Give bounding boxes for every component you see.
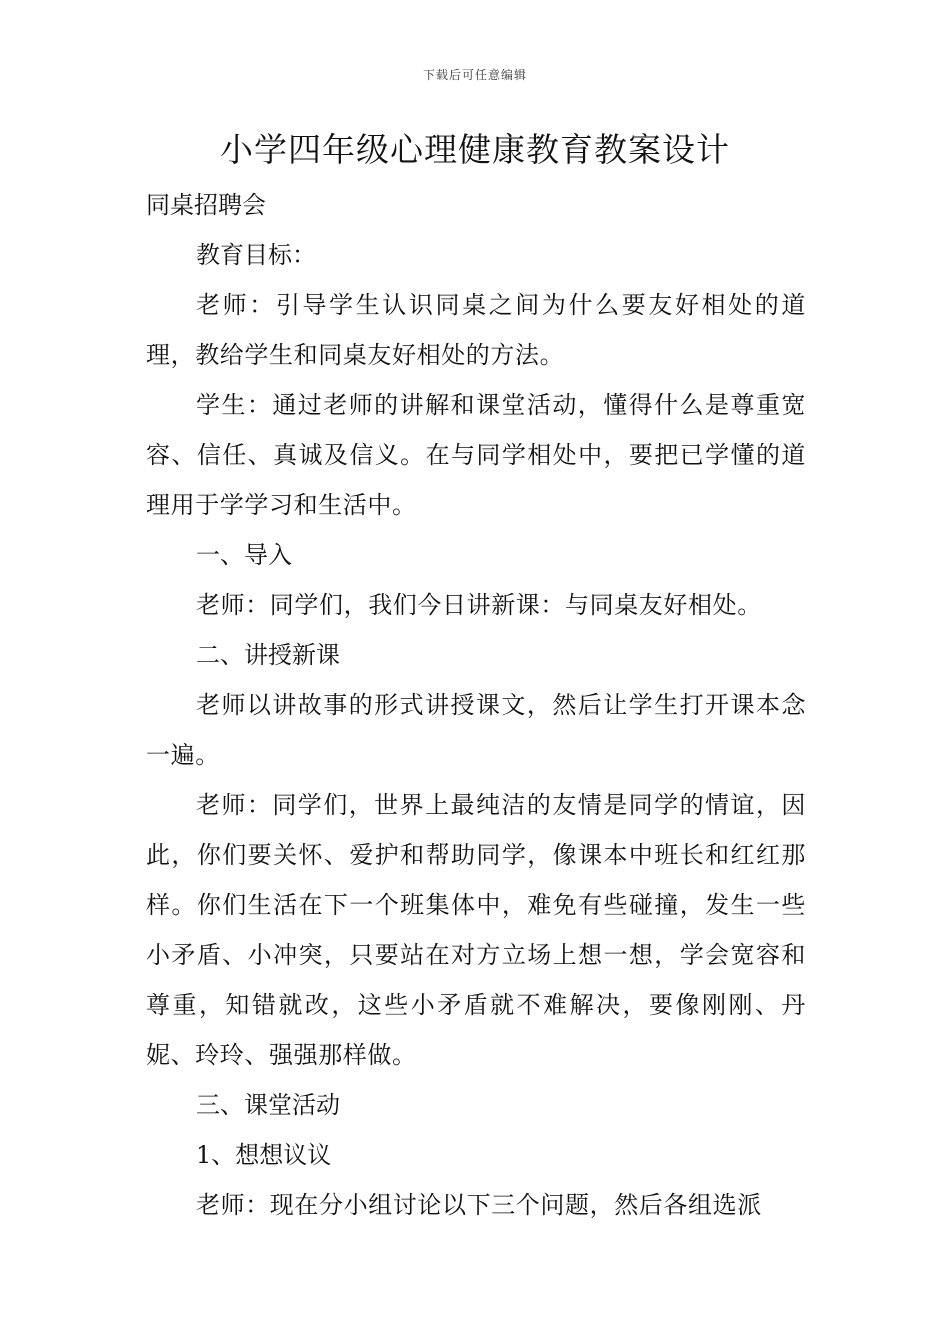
paragraph-intro: 老师：同学们，我们今日讲新课：与同桌友好相处。 xyxy=(196,591,762,619)
paragraph-student-goal: 学生：通过老师的讲解和课堂活动，懂得什么是尊重宽容、信任、真诚及信义。在与同学相处中，要把已学懂的道理用于学学习和生活中。 xyxy=(146,391,806,519)
paragraph-discussion: 老师：现在分小组讨论以下三个问题，然后各组选派 xyxy=(196,1191,762,1219)
subsection-heading-discussion: 1、想想议议 xyxy=(196,1141,332,1169)
paragraph-story: 老师以讲故事的形式讲授课文，然后让学生打开课本念一遍。 xyxy=(146,691,806,769)
subtitle: 同桌招聘会 xyxy=(146,191,266,219)
document-title: 小学四年级心理健康教育教案设计 xyxy=(220,130,730,169)
header-note: 下载后可任意编辑 xyxy=(422,68,527,82)
section-heading-intro: 一、导入 xyxy=(196,541,292,569)
paragraph-teacher-goal: 老师：引导学生认识同桌之间为什么要友好相处的道理，教给学生和同桌友好相处的方法。 xyxy=(146,291,806,369)
section-heading-activity: 三、课堂活动 xyxy=(196,1091,340,1119)
section-label-goals: 教育目标： xyxy=(196,241,316,269)
paragraph-friendship: 老师：同学们，世界上最纯洁的友情是同学的情谊，因此，你们要关怀、爱护和帮助同学，像课本中班长和红红那样。你们生活在下一个班集体中，难免有些碰撞，发生一些小矛盾、小冲突，只要站在对方立场上想一想，学会宽容和尊重，知错就改，这些小矛盾就不难解决，要像刚刚、丹妮、玲玲、强强那样做。 xyxy=(146,791,806,1069)
section-heading-new-lesson: 二、讲授新课 xyxy=(196,641,340,669)
document-body xyxy=(146,180,806,1230)
